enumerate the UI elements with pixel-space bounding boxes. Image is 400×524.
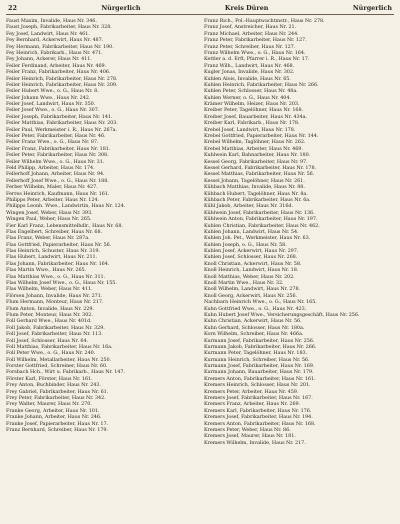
directory-entry: Korn Wilhelm, Schreiber, Haus Nr. 466a.	[204, 331, 304, 338]
directory-entry: Kessel Gerhard, Fabrikarbeiter, Haus Nr. 178.	[204, 164, 317, 171]
directory-entry: Kurmann Johann, Bauarbeiter, Haus Nr. 179.	[204, 369, 314, 376]
directory-entry: Kurmann Josef, Fabrikarbeiter, Haus Nr. 256.	[204, 337, 315, 344]
directory-entry: Feiler Hubert Wwe., o. G., Haus Nr. 8.	[6, 88, 99, 95]
directory-entry: Foll Peter Wwe., o. G., Haus Nr. 240.	[6, 350, 96, 357]
directory-entry: Krebel Josef, Landwirt, Haus Nr. 178.	[204, 126, 296, 133]
directory-entry: Kuhn Gerhard, Schlosser, Haus Nr. 180a.	[204, 324, 305, 331]
directory-entry: Flas Wilhelm, Weber, Haus Nr. 411.	[6, 286, 93, 293]
directory-entry: Kühlwein Josef, Fabrikarbeiter, Haus Nr. 136.	[204, 209, 315, 216]
directory-entry: Feiler Franz, Fabrikarbeiter, Haus Nr. 406.	[6, 69, 111, 76]
right-column	[204, 18, 394, 446]
directory-entry: Kuhlen Heinrich, Fabrikarbeiter, Haus Nr. 266.	[204, 81, 319, 88]
directory-entry: Ferber Wilhelm, Maler, Haus Nr. 427.	[6, 184, 98, 191]
directory-entry: Kremers Josef, Fabrikarbeiter, Haus Nr. 167.	[204, 395, 313, 402]
directory-entry: Fey Josef, Landwirt, Haus Nr. 461.	[6, 30, 90, 37]
directory-entry: Kurmann Josef, Fabrikarbeiter, Haus Nr. 169.	[204, 363, 315, 370]
directory-entry: Fey Johann, Ackerer, Haus Nr. 411.	[6, 56, 92, 63]
directory-entry: Kremers Peter, Weber, Haus Nr. 86.	[204, 427, 291, 433]
directory-entry: Flas Gottfried, Papierarbeiter, Haus Nr. 56.	[6, 241, 112, 248]
directory-entry: Feiler Heinrich, Fabrikarbeiter, Haus Nr. 209.	[6, 81, 118, 88]
directory-entry: Franz Peter, Schreiber, Haus Nr. 127.	[204, 43, 296, 50]
header-left-title: Nürgerlich	[101, 4, 141, 12]
directory-entry: Kühlwein Anton, Fabrikarbeiter, Haus Nr. 197.	[204, 216, 318, 223]
directory-entry: Franke Georg, Arbeiter, Haus Nr. 101.	[6, 407, 100, 414]
directory-entry: Feiler Josef, Landwirt, Haus Nr. 350.	[6, 101, 96, 108]
directory-entry: Franz Wilhelm Wwe., o. G., Haus Nr. 164.	[204, 49, 306, 56]
directory-entry: Faust Maxim, Invalide, Haus Nr. 346.	[6, 18, 97, 24]
directory-entry: Krämer Wilhelm, Heizer, Haus Nr. 203.	[204, 101, 300, 108]
page-header	[6, 4, 394, 15]
directory-entry: Fey Hermann, Fabrikarbeiter, Haus Nr. 190.	[6, 43, 114, 50]
directory-entry: Frey Peter, Fabrikarbeiter, Haus Nr. 342.	[6, 395, 106, 402]
directory-entry: Flas Hubert, Landwirt, Haus Nr. 211.	[6, 254, 98, 261]
directory-entry: Feiler Franz, Fabrikarbeiter, Haus Nr. 181.	[6, 145, 111, 152]
directory-entry: Kuhn Hubert Josef Wwe., Versicherungsgeschäft, Haus Nr. 256.	[204, 311, 360, 318]
directory-entry: Feiler Peter, Fabrikarbeiter, Haus Nr. 46.	[6, 133, 106, 140]
directory-entry: Fellerhoff Josef Wwe., o. G., Haus Nr. 188.	[6, 177, 109, 184]
directory-entry: Frey Walter, Maurer, Haus Nr. 270.	[6, 401, 92, 408]
directory-entry: Forster Gottfried, Schreiner, Haus Nr. 60.	[6, 363, 108, 370]
directory-entry: Feiler Franz Wwe., o. G., Haus Nr. 87.	[6, 139, 99, 146]
directory-entry: Franz Bernhard, Schreiber, Haus Nr. 179.	[6, 427, 108, 433]
directory-entry: Feiler Wilhelm Wwe., o. G., Haus Nr. 31.	[6, 158, 105, 165]
directory-entry: Knoll Christian, Ackerwirt, Haus Nr. 58.	[204, 260, 302, 267]
directory-entry: Feiler Heinrich, Fabrikarbeiter, Haus Nr. 278.	[6, 75, 118, 82]
directory-entry: Philipps Peter, Arbeiter, Haus Nr. 124.	[6, 196, 99, 203]
directory-entry: Franz Josef, Anstreicher, Haus Nr. 21.	[204, 24, 297, 31]
directory-entry: Kreiber Josef, Bauarbeiter, Haus Nr. 434a.	[204, 113, 307, 120]
directory-entry: Knoll Heinrich, Landwirt, Haus Nr. 18.	[204, 267, 299, 274]
directory-entry: Kremers Wilhelm, Invalide, Haus Nr. 217.	[204, 439, 306, 446]
directory-entry: Philipps Leonh. Wwe., Landwirtin, Haus Nr. 124.	[6, 203, 126, 210]
directory-entry: Flum Peter, Monteur, Haus Nr. 302.	[6, 311, 93, 318]
directory-entry: Kremers Karl, Fabrikarbeiter, Haus Nr. 176.	[204, 407, 312, 414]
directory-entry: Flum Anton, Invalide, Haus Nr. 229.	[6, 305, 94, 312]
directory-entry: Kessel Johann, Tagelöhner, Haus Nr. 261.	[204, 177, 305, 184]
directory-entry: Kuhlen Josef, Schlosser, Haus Nr. 268.	[204, 254, 298, 261]
directory-entry: Fey Bernhard, Ackerwirt, Haus Nr. 487.	[6, 37, 104, 44]
directory-entry: Franke Josef, Papierarbeiter, Haus Nr. 17.	[6, 420, 109, 427]
directory-entry: Kremers Anton, Fabrikarbeiter, Haus Nr. 168.	[204, 420, 316, 427]
directory-entry: Feiler Matthias, Fabrikarbeiter, Haus Nr. 203.	[6, 120, 118, 127]
directory-entry: Kremers Heinrich, Schlosser, Haus Nr. 201.	[204, 382, 311, 389]
directory-entry: Kremers Anton, Fabrikarbeiter, Haus Nr. 161.	[204, 375, 316, 382]
directory-entry: Franz Rich., Pol.-Hauptwachtmstr., Haus Nr. 278.	[204, 18, 325, 24]
directory-entry: Fey Heinrich, Fabrikarb., Haus Nr. 471.	[6, 49, 103, 56]
directory-entry: Kurmann Heinrich, Schreiber, Haus Nr. 56.	[204, 356, 310, 363]
directory-entry: Ferres Heinrich, Kaufmann, Haus Nr. 161.	[6, 190, 110, 197]
directory-entry: Kuhlen Joh. Pet., Werkmeister, Haus Nr. 63.	[204, 235, 311, 242]
directory-entry: Krebel Wilhelm, Taglöhner, Haus Nr. 262.	[204, 139, 306, 146]
directory-entry: Flas Franz, Weber, Haus Nr. 287a.	[6, 235, 90, 242]
page-number: 22	[8, 4, 17, 12]
directory-entry: Kühl Jakob, Arbeiter, Haus Nr. 316d.	[204, 203, 294, 210]
directory-entry: Flörsen Johann, Invalide, Haus Nr. 271.	[6, 292, 103, 299]
directory-entry: Kuhlen Johann, Landwirt, Haus Nr. 54.	[204, 228, 299, 235]
directory-entry: Krebel Matthias, Arbeiter, Haus Nr. 469.	[204, 145, 303, 152]
directory-entry: Fellerhoff Johann, Arbeiter, Haus Nr. 94.	[6, 171, 105, 178]
directory-entry: Flas Johann, Fabrikarbeiter, Haus Nr. 164.	[6, 260, 110, 267]
directory-entry: Flas Martin Wwe., Haus Nr. 265.	[6, 267, 87, 274]
header-center-title: Kreis Düren	[224, 4, 269, 12]
directory-entry: Kuhlen Josef, Ackerwirt, Haus Nr. 297.	[204, 248, 299, 255]
directory-entry: Feiler Peter, Fabrikarbeiter, Haus Nr. 308.	[6, 152, 109, 159]
directory-entry: Kreiber Peter, Tagelöhner, Haus Nr. 168.	[204, 107, 304, 114]
directory-entry: Flas Engelbert, Schreiber, Haus Nr. 68.	[6, 228, 103, 235]
directory-entry: Kuhlen Joseph, o. G., Haus Nr. 58.	[204, 241, 287, 248]
directory-columns	[6, 18, 394, 446]
directory-entry: Förster Karl, Förster, Haus Nr. 161.	[6, 375, 93, 382]
directory-entry: Flas Matthias Wwe., o. G., Haus Nr. 311.	[6, 273, 106, 280]
directory-entry: Kuhn Christian, Ackerwirt, Haus Nr. 56.	[204, 318, 302, 325]
directory-entry: Feiler Josef Wwe., o. G., Haus Nr. 307.	[6, 107, 100, 114]
directory-entry: Franz Peter, Fabrikarbeiter, Haus Nr. 127.	[204, 37, 307, 44]
directory-entry: Kessel Georg, Fabrikarbeiter, Haus Nr. 97.	[204, 158, 308, 165]
directory-entry: Foll Wilhelm, Metallarbeiter, Haus Nr. 250.	[6, 356, 112, 363]
directory-entry: Knoll Matthias, Weber, Haus Nr. 202.	[204, 273, 295, 280]
directory-entry: Foll Josef, Schlosser, Haus Nr. 64.	[6, 337, 88, 344]
directory-entry: Feiler Paul, Werkmeister i. R., Haus Nr. 267a.	[6, 126, 118, 133]
directory-entry: Foll Gerhard Wwe., Haus Nr. 401d.	[6, 318, 92, 325]
directory-entry: Knoll Martin Wwe., Haus Nr. 32.	[204, 280, 284, 287]
header-right-title: Nürgerlich	[352, 4, 392, 12]
directory-entry: Fier Karl Franz, Lebensmittelhdlr., Haus Nr. 68.	[6, 222, 123, 229]
directory-entry: Franke Johann, Arbeiter, Haus Nr. 246.	[6, 414, 102, 421]
directory-entry: Franz Wilh., Landwirt, Haus Nr. 468.	[204, 62, 295, 69]
directory-entry: Faust Joseph, Fabrikarbeiter, Haus Nr. 328.	[6, 24, 112, 31]
directory-entry: Nachbarn Heinrich Wwe., o. G., Haus Nr. 165.	[204, 299, 317, 306]
directory-entry: Kuhn Gottfried Wwe., o. G., Haus Nr. 423.	[204, 305, 307, 312]
directory-entry: Kuhlen Peter, Schlosser, Haus Nr. 48a.	[204, 88, 298, 95]
directory-entry: Frey Anton, Buchbinder, Haus Nr. 243.	[6, 382, 101, 389]
directory-entry: Feiler Ferdinand, Arbeiter, Haus Nr. 469.	[6, 62, 107, 69]
directory-entry: Kuhlwein Karl, Bahnarbeiter, Haus Nr. 180.	[204, 152, 311, 159]
directory-entry: Foll Matthias, Fabrikarbeiter, Haus Nr. 16a.	[6, 343, 113, 350]
directory-entry: Kurmann Peter, Tagelöhner, Haus Nr. 183.	[204, 350, 308, 357]
directory-entry: Kühbach Matthias, Invalide, Haus Nr. 88.	[204, 184, 305, 191]
directory-entry: Flum Hermann, Monteur, Haus Nr. 217.	[6, 299, 104, 306]
directory-entry: Forsbach Hch., Wirt u. Fabrikarb., Haus Nr. 147.	[6, 369, 125, 376]
directory-entry: Feiler Joseph, Fabrikarbeiter, Haus Nr. 141.	[6, 113, 113, 120]
directory-entry: Knoll Georg, Ackerwirt, Haus Nr. 256.	[204, 292, 298, 299]
directory-entry: Kettler a. d. Erft, Pfarrer i. R., Haus Nr. 17.	[204, 56, 310, 63]
directory-entry: Feld Philipp, Arbeiter, Haus Nr. 174.	[6, 164, 95, 171]
directory-entry: Kremers Peter, Arbeiter, Haus Nr. 459.	[204, 388, 299, 395]
directory-entry: Kreiber Karl, Fabrikarb., Haus Nr. 178.	[204, 120, 300, 127]
directory-entry: Kuhlen Alois, Invalide, Haus Nr. 65.	[204, 75, 291, 82]
directory-entry: Kremers Josef, Fabrikarbeiter, Haus Nr. 194.	[204, 414, 313, 421]
directory-entry: Kuhlen Christian, Fabrikarbeiter, Haus Nr. 462.	[204, 222, 320, 229]
directory-entry: Kessel Matthias, Fabrikarbeiter, Haus Nr. 56.	[204, 171, 315, 178]
directory-entry: Kurmann Jakob, Fabrikarbeiter, Haus Nr. 266.	[204, 343, 317, 350]
directory-entry: Feiler Johann Wwe., Haus Nr. 242.	[6, 94, 91, 101]
directory-entry: Foll Jakob, Fabrikarbeiter, Haus Nr. 329.	[6, 324, 105, 331]
directory-entry: Kremers Josef, Maurer, Haus Nr. 181.	[204, 433, 296, 440]
directory-entry: Flas Heinrich, Schuster, Haus Nr. 319.	[6, 248, 100, 255]
left-column	[6, 18, 196, 446]
directory-entry: Kühbach Peter, Fabrikarbeiter, Haus Nr. 6a.	[204, 196, 311, 203]
directory-entry: Franz Michael, Arbeiter, Haus Nr. 244.	[204, 30, 299, 37]
directory-entry: Krebel Gottfried, Papierarbeiter, Haus Nr. 144.	[204, 133, 319, 140]
directory-entry: Kuhlen Werner, o. G., Haus Nr. 404.	[204, 94, 291, 101]
directory-entry: Kühbach Hubert, Tagelöhner, Haus Nr. 8a.	[204, 190, 308, 197]
directory-entry: Wingen Paul, Weber, Haus Nr. 265.	[6, 216, 92, 223]
directory-entry: Kugler Jonas, Invalide, Haus Nr. 302.	[204, 69, 295, 76]
directory-entry: Foll Josef, Fabrikarbeiter, Haus Nr. 113.	[6, 331, 103, 338]
directory-entry: Flas Wilhelm Josef Wwe., o. G., Haus Nr. 155.	[6, 280, 117, 287]
directory-entry: Kremers Franz, Arbeiter, Haus Nr. 269.	[204, 401, 301, 408]
directory-entry: Frey Gabriel, Fabrikarbeiter, Haus Nr. 61.	[6, 388, 109, 395]
directory-entry: Knoll Wilhelm, Landwirt, Haus Nr. 278.	[204, 286, 301, 293]
directory-entry: Wingen Josef, Weber, Haus Nr. 393.	[6, 209, 93, 216]
